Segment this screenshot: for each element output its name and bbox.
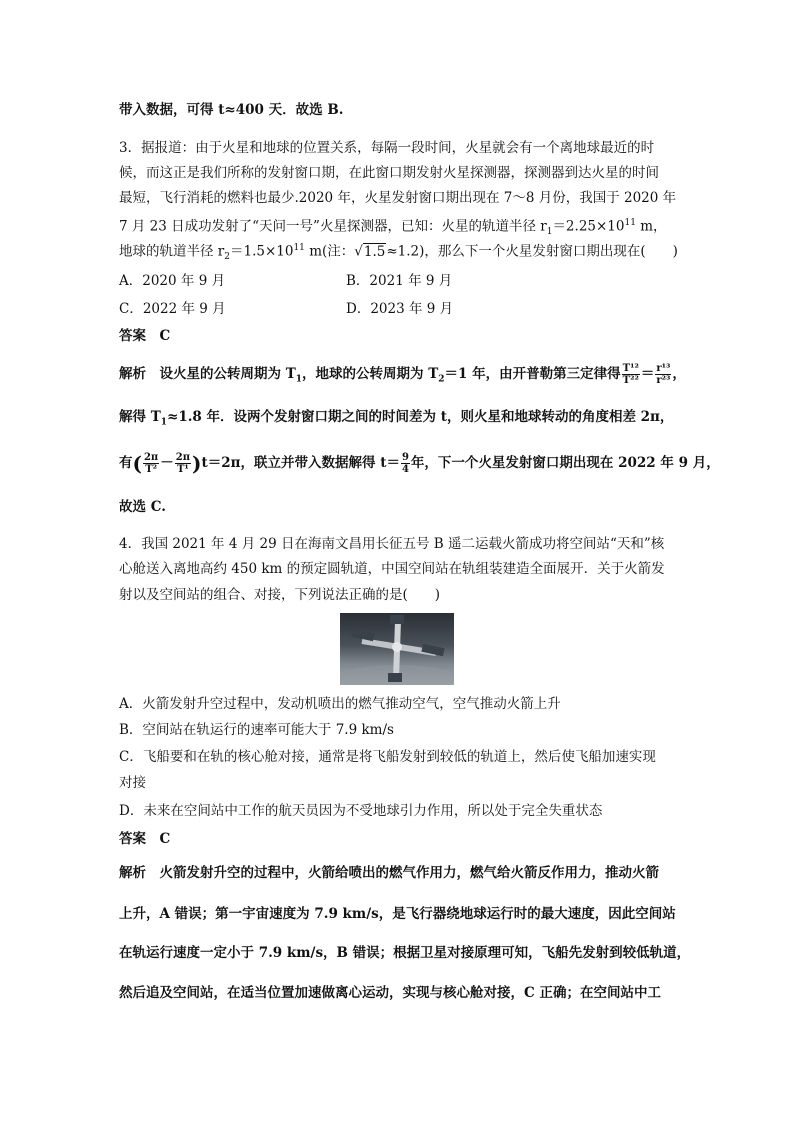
- option-c: C．2022 年 9 月: [119, 301, 226, 317]
- sqrt-radicand: 1.5: [363, 243, 386, 260]
- fraction: [401, 452, 410, 475]
- text-run: ，: [672, 366, 686, 382]
- fraction: [175, 452, 191, 475]
- question-3-stem: 3．据报道：由于火星和地球的位置关系，每隔一段时间，火星就会有一个离地球最近的时: [119, 140, 655, 156]
- text-run: 地球的轨道半径 r: [119, 243, 225, 260]
- solution-line: 上升，A 错误；第一宇宙速度为 7.9 km/s，是飞行器绕地球运行时的最大速度，因此空间站: [119, 906, 676, 922]
- text-line: 带入数据，可得 t≈400 天．故选 B.: [119, 102, 344, 118]
- fraction-denominator: T²: [145, 464, 158, 475]
- text-run: ≈1.8 年．设两个发射窗口期之间的时间差为 t，则火星和地球转动的角度相差 2π，: [167, 409, 674, 425]
- minus-sign: －: [160, 455, 174, 471]
- subscript: 2: [224, 252, 230, 263]
- fraction: [622, 363, 640, 386]
- fraction-numerator: r¹³: [656, 363, 671, 374]
- space-station-icon: [340, 613, 454, 685]
- fraction-denominator: r²³: [656, 375, 671, 386]
- option-b: B．空间站在轨运行的速率可能大于 7.9 km/s: [119, 722, 394, 738]
- solution-line: [119, 452, 720, 475]
- option-a: A．2020 年 9 月: [119, 273, 226, 289]
- solution-line: [119, 408, 673, 432]
- sqrt-symbol: √: [354, 243, 363, 260]
- left-paren: (: [132, 451, 142, 476]
- text-run: 7 月 23 日成功发射了“天问一号”火星探测器，已知：火星的轨道半径 r: [119, 218, 547, 235]
- space-station-photo: [340, 613, 454, 685]
- text-run: ＝1 年，由开普勒第三定律得: [444, 366, 621, 382]
- superscript: 11: [293, 243, 305, 253]
- solution-line: 故选 C.: [119, 499, 166, 515]
- right-paren: ): [192, 451, 202, 476]
- text-run: ≈1.2)，那么下一个火星发射窗口期出现在( ): [386, 243, 678, 260]
- text-line: 最短，飞行消耗的燃料也最少.2020 年，火星发射窗口期出现在 7～8 月份，我国于 2020 年: [119, 190, 677, 206]
- text-run: ，地球的公转周期为 T: [302, 366, 439, 382]
- text-run: 解得 T: [119, 409, 161, 425]
- text-run: ＝2.25×10: [552, 218, 625, 235]
- fraction-denominator: T¹: [176, 464, 189, 475]
- text-line: 候，而这正是我们所称的发射窗口期，在此窗口期发射火星探测器，探测器到达火星的时间: [119, 165, 659, 181]
- option-b: B．2021 年 9 月: [346, 273, 453, 289]
- text-run: 解析 设火星的公转周期为 T: [119, 366, 296, 382]
- option-d: D．2023 年 9 月: [346, 301, 454, 317]
- fraction-numerator: 2π: [175, 452, 191, 463]
- text-run: ＝1.5×10: [229, 243, 294, 260]
- solution-line: 在轨运行速度一定小于 7.9 km/s，B 错误；根据卫星对接原理可知，飞船先发射到较低轨道，: [119, 945, 691, 961]
- option-a: A．火箭发射升空过程中，发动机喷出的燃气推动空气，空气推动火箭上升: [119, 696, 561, 712]
- text-line: 心舱送入离地高约 450 km 的预定圆轨道，中国空间站在轨组装建造全面展开．关于火箭发: [119, 561, 665, 577]
- text-run: m(注：: [304, 243, 355, 260]
- subscript: 1: [546, 227, 553, 238]
- solution-line: 解析 火箭发射升空的过程中，火箭给喷出的燃气作用力，燃气给火箭反作用力，推动火箭: [119, 865, 659, 881]
- fraction-denominator: 4: [401, 464, 409, 475]
- option-c: C．飞船要和在轨的核心舱对接，通常是将飞船发射到较低的轨道上，然后使飞船加速实现: [119, 749, 656, 765]
- text-run: t＝2π，联立并带入数据解得 t＝: [201, 455, 400, 471]
- text-line: 射以及空间站的组合、对接，下列说法正确的是( ): [119, 587, 441, 603]
- solution-line: 然后追及空间站，在适当位置加速做离心运动，实现与核心舱对接，C 正确；在空间站中工: [119, 985, 661, 1001]
- text-run: m，: [635, 218, 667, 235]
- fraction-numerator: 9: [401, 452, 409, 463]
- text-run: 有: [119, 455, 133, 471]
- subscript: 2: [438, 374, 445, 385]
- subscript: 1: [295, 374, 303, 385]
- fraction-denominator: T²²: [622, 375, 639, 386]
- text-line: [119, 239, 678, 266]
- fraction: [655, 363, 671, 386]
- answer-line: 答案 C: [119, 831, 171, 847]
- fraction-numerator: 2π: [143, 452, 159, 463]
- fraction: [143, 452, 159, 475]
- solution-line: [119, 363, 686, 389]
- fraction-numerator: T¹²: [622, 363, 639, 374]
- option-c-continued: 对接: [119, 775, 146, 791]
- text-run: 年，下一个火星发射窗口期出现在 2022 年 9 月，: [410, 455, 720, 471]
- option-d: D．未来在空间站中工作的航天员因为不受地球引力作用，所以处于完全失重状态: [119, 803, 603, 819]
- text-line: [119, 214, 667, 241]
- subscript: 1: [160, 417, 168, 428]
- question-4-stem: 4．我国 2021 年 4 月 29 日在海南文昌用长征五号 B 遥二运载火箭成功将空间站“天和”核: [119, 536, 665, 552]
- answer-line: 答案 C: [119, 328, 171, 344]
- superscript: 11: [624, 218, 636, 228]
- text-run: ＝: [640, 366, 655, 382]
